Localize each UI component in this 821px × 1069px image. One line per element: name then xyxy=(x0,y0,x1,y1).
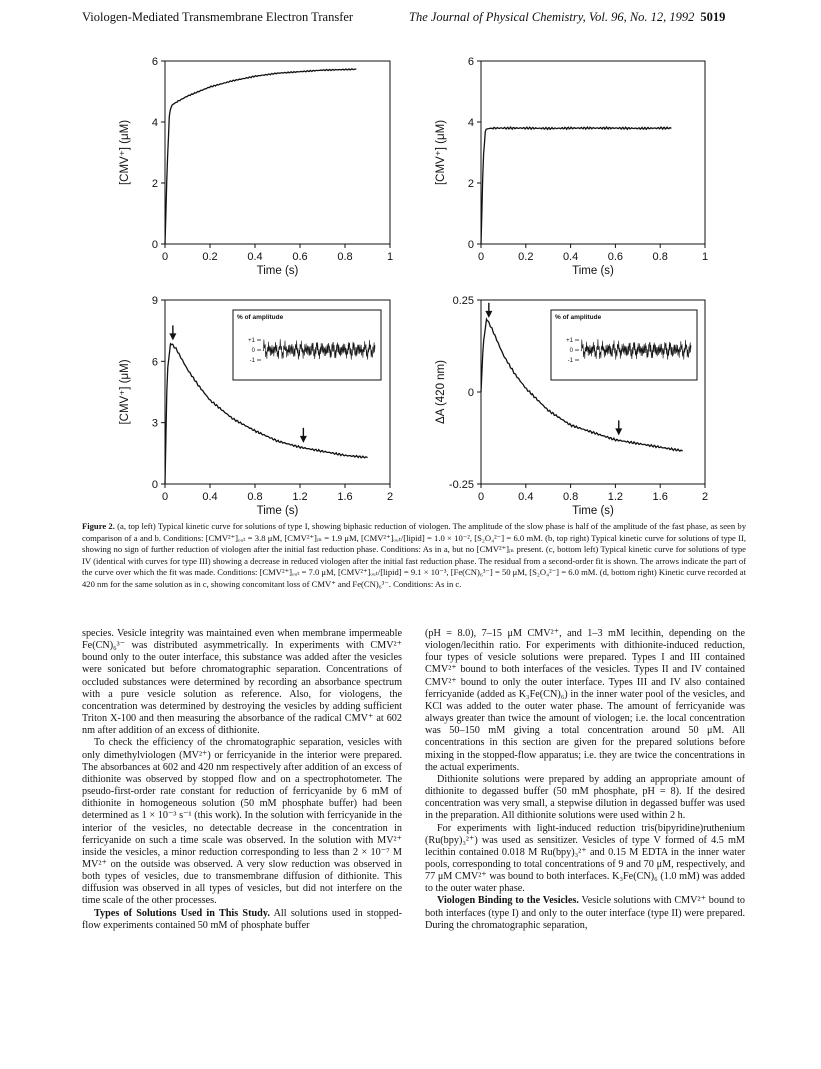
x-tick-label: 2 xyxy=(701,491,709,503)
x-tick-label: 0 xyxy=(161,251,169,263)
y-tick-label: 2 xyxy=(151,178,158,190)
right-column xyxy=(425,628,745,932)
residual-inset-label: % of amplitude xyxy=(555,314,602,321)
paragraph: To check the efficiency of the chromatographic separation, vesicles with only dimethylviologen (MV²⁺) or ferricyanide in the interior were prepared. The absorbances at 602 and 420 nm respectively after addition of an excess of dithionite was observed by stopped flow and on a spectrophotometer. The pseudo-first-order rate constant for reduction of ferricyanide by 6 mM of dithionite in homogeneous solution (50 mM phosphate buffer) had been determined as 1 × 10⁻³ s⁻¹ (this work). In the solution with ferricyanide in the interior of the vesicles, no detectable decrease in the concentration in ferricyanide on such a time scale was observed. In the solution with MV²⁺ inside the vesicles, a minor reduction corresponding to less than 2 × 10⁻⁷ M MV²⁺ on the outside was observed. A very slow reduction was observed in both types of vesicles, due to transmembrane diffusion of dithionite. This diffusion was observed in all types of vesicles, but did not interfere on the time scale of the other processes. xyxy=(82,737,402,907)
y-tick-label: 6 xyxy=(151,56,158,68)
x-tick-label: 0.4 xyxy=(518,491,534,503)
caption-label: Figure 2. xyxy=(82,521,115,531)
y-axis-label: [CMV⁺] (μM) xyxy=(119,359,131,425)
y-tick-label: 3 xyxy=(151,417,158,430)
y-tick-label: 6 xyxy=(467,56,474,68)
x-tick-label: 1 xyxy=(386,251,394,263)
y-tick-label: 6 xyxy=(151,356,158,369)
page-number: 5019 xyxy=(700,10,726,24)
residual-inset-tick: -1 xyxy=(249,358,255,364)
x-tick-label: 0.4 xyxy=(247,251,263,263)
fit-range-arrowhead xyxy=(300,436,307,443)
y-axis-label: ΔA (420 nm) xyxy=(435,360,447,424)
y-tick-label: 0 xyxy=(151,239,158,251)
x-tick-label: 1 xyxy=(701,251,709,263)
y-tick-label: 0 xyxy=(467,387,474,399)
y-axis-label: [CMV⁺] (μM) xyxy=(119,119,131,186)
residual-inset-tick: +1 xyxy=(248,338,255,344)
paragraph: species. Vesicle integrity was maintained even when membrane impermeable Fe(CN)₆³⁻ was distributed asymmetrically. In experiments with CMV²⁺ bound only to the outer interface, this substance was added after the vesicles were sonicated but before chromatographic separation. Concentrations of occluded substances were determined by recording an absorbance spectrum with a pure vesicle solution as reference. Also, for viologens, the concentration was determined by destroying the vesicles by adding sufficient Triton X-100 and then measuring the absorbance of the radical CMV⁺ at 602 nm after addition of an excess of dithionite. xyxy=(82,628,402,737)
x-tick-label: 1.6 xyxy=(652,491,668,503)
plot-frame xyxy=(165,61,390,244)
series-line xyxy=(165,69,356,244)
caption-text: (a, top left) Typical kinetic curve for solutions of type I, showing biphasic reduction of viologen. The amplitude of the slow phase is half of the amplitude of the fast phase, as seen by comparison of a and b. Conditions: [CMV²⁺]ₒᵤₜ = 3.8 μM, [CMV²⁺]ᵢₙ = 1.9 μM, [CMV²⁺]ₒᵤₜ/[lipid] = 1.0 × 10⁻², [S₂O₄²⁻] = 6.0 mM. (b, top right) Typical kinetic curve for solutions of type II, showing no sign of further reduction of viologen after the initial fast reduction phase. Conditions: As in a, but no [CMV²⁺]ᵢₙ present. (c, bottom left) Typical kinetic curve for solutions of type IV (identical with curves for type III) showing a decrease in reduced viologen after the initial fast reduction phase. The residual from a second-order fit is shown. The arrows indicate the part of the curve over which the fit was made. Conditions: [CMV²⁺]ₒᵤₜ = 7.0 μM, [CMV²⁺]ₒᵤₜ/[lipid] = 9.1 × 10⁻³, [Fe(CN)₆³⁻] = 50 μM, [S₂O₄²⁻] = 6.0 mM. (d, bottom right) Kinetic curve recorded at 420 nm for the same solution as in c, showing concomitant loss of CMV⁺ and Fe(CN)₆³⁻. Conditions: As in c. xyxy=(82,521,746,589)
section-heading: Viologen Binding to the Vesicles. xyxy=(437,895,579,907)
x-tick-label: 0.2 xyxy=(202,251,218,263)
residual-inset-tick: 0 xyxy=(251,348,255,354)
y-tick-label: 4 xyxy=(467,117,474,129)
x-tick-label: 0 xyxy=(161,491,169,503)
x-tick-label: 0.6 xyxy=(607,251,624,263)
x-axis-label: Time (s) xyxy=(256,505,299,517)
residual-inset-tick: +1 xyxy=(566,338,573,344)
x-axis-label: Time (s) xyxy=(256,265,299,277)
paragraph: Types of Solutions Used in This Study. All solutions used in stopped-flow experiments contained 50 mM of phosphate buffer xyxy=(82,907,402,931)
residual-inset-tick: -1 xyxy=(567,358,573,364)
x-tick-label: 0.4 xyxy=(202,491,218,503)
y-tick-label: 0.25 xyxy=(452,295,474,307)
paragraph: (pH = 8.0), 7–15 μM CMV²⁺, and 1–3 mM lecithin, depending on the viologen/lecithin ratio. For experiments with dithionite-induced reduction, four types of vesicle solutions were prepared. Types I and III contained CMV²⁺ bound to both interfaces of the vesicles. Types II and IV contained CMV²⁺ bound to only the outer interface. Types III and IV also contained ferricyanide (added as K₃Fe(CN)₆) in the inner water pool of the vesicles, and KCl was added to the outer water phase. The amount of ferricyanide was always greater than twice the amount of viologen; i.e. the local concentration was 50–150 mM giving a total concentration around 50 μM. All concentrations in this section are given for the prepared solutions before mixing in the stopped-flow apparatus; i.e. they are twice the concentrations in the actual experiments. xyxy=(425,628,745,773)
left-column xyxy=(82,628,402,932)
y-tick-label: -0.25 xyxy=(448,479,474,491)
y-tick-label: 0 xyxy=(467,239,474,251)
x-tick-label: 0.2 xyxy=(518,251,534,263)
x-tick-label: 1.2 xyxy=(292,491,308,503)
figure-caption xyxy=(82,521,746,591)
fit-range-arrowhead xyxy=(615,428,622,435)
paragraph: For experiments with light-induced reduction tris(bipyridine)ruthenium (Ru(bpy)₃²⁺) was used as sensitizer. Vesicles of type V formed of 4.5 mM lecithin contained 0.018 M Ru(bpy)₃²⁺ and 0.15 M EDTA in the inner water pools, corresponding to total concentrations of 9 and 70 μM, respectively, and 77 μM CMV²⁺ was bound to both interfaces. K₃Fe(CN)₆ (1.0 mM) was added to the outer water phase. xyxy=(425,822,745,895)
y-axis-label: [CMV⁺] (μM) xyxy=(435,119,447,186)
x-axis-label: Time (s) xyxy=(572,265,614,277)
x-tick-label: 0.8 xyxy=(652,251,668,263)
x-tick-label: 0.8 xyxy=(337,251,353,263)
x-tick-label: 0 xyxy=(477,491,485,503)
x-tick-label: 0.6 xyxy=(292,251,308,263)
section-heading: Types of Solutions Used in This Study. xyxy=(94,907,270,919)
running-head: Viologen-Mediated Transmembrane Electron Transfer xyxy=(82,10,354,24)
y-tick-label: 9 xyxy=(151,295,158,307)
journal-citation: The Journal of Physical Chemistry, Vol. 96, No. 12, 1992 5019 xyxy=(409,10,726,24)
plot-frame xyxy=(481,61,705,244)
figure-2 xyxy=(0,0,821,520)
fit-range-arrowhead xyxy=(169,333,176,340)
paragraph: Viologen Binding to the Vesicles. Vesicle solutions with CMV²⁺ bound to both interfaces (type I) and only to the outer interface (type II) were prepared. During the chromatographic separation, xyxy=(425,895,745,931)
residual-inset-label: % of amplitude xyxy=(237,314,284,321)
x-tick-label: 0 xyxy=(477,251,485,263)
x-tick-label: 2 xyxy=(386,491,394,503)
x-tick-label: 1.2 xyxy=(607,491,624,503)
y-tick-label: 0 xyxy=(151,479,158,491)
residual-inset-tick: 0 xyxy=(569,348,573,354)
x-tick-label: 0.8 xyxy=(562,491,579,503)
series-line xyxy=(481,127,671,244)
x-axis-label: Time (s) xyxy=(572,505,614,517)
x-tick-label: 0.8 xyxy=(247,491,263,503)
paragraph: Dithionite solutions were prepared by adding an appropriate amount of dithionite to degassed buffer (50 mM phosphate, pH = 8). If the desired concentration was very small, a stepwise dilution in degassed buffer was used in the preparation. All dithionite solutions were used within 2 h. xyxy=(425,773,745,822)
x-tick-label: 0.4 xyxy=(562,251,579,263)
fit-range-arrowhead xyxy=(485,311,492,318)
y-tick-label: 2 xyxy=(467,178,474,190)
x-tick-label: 1.6 xyxy=(337,491,353,503)
y-tick-label: 4 xyxy=(151,117,158,129)
